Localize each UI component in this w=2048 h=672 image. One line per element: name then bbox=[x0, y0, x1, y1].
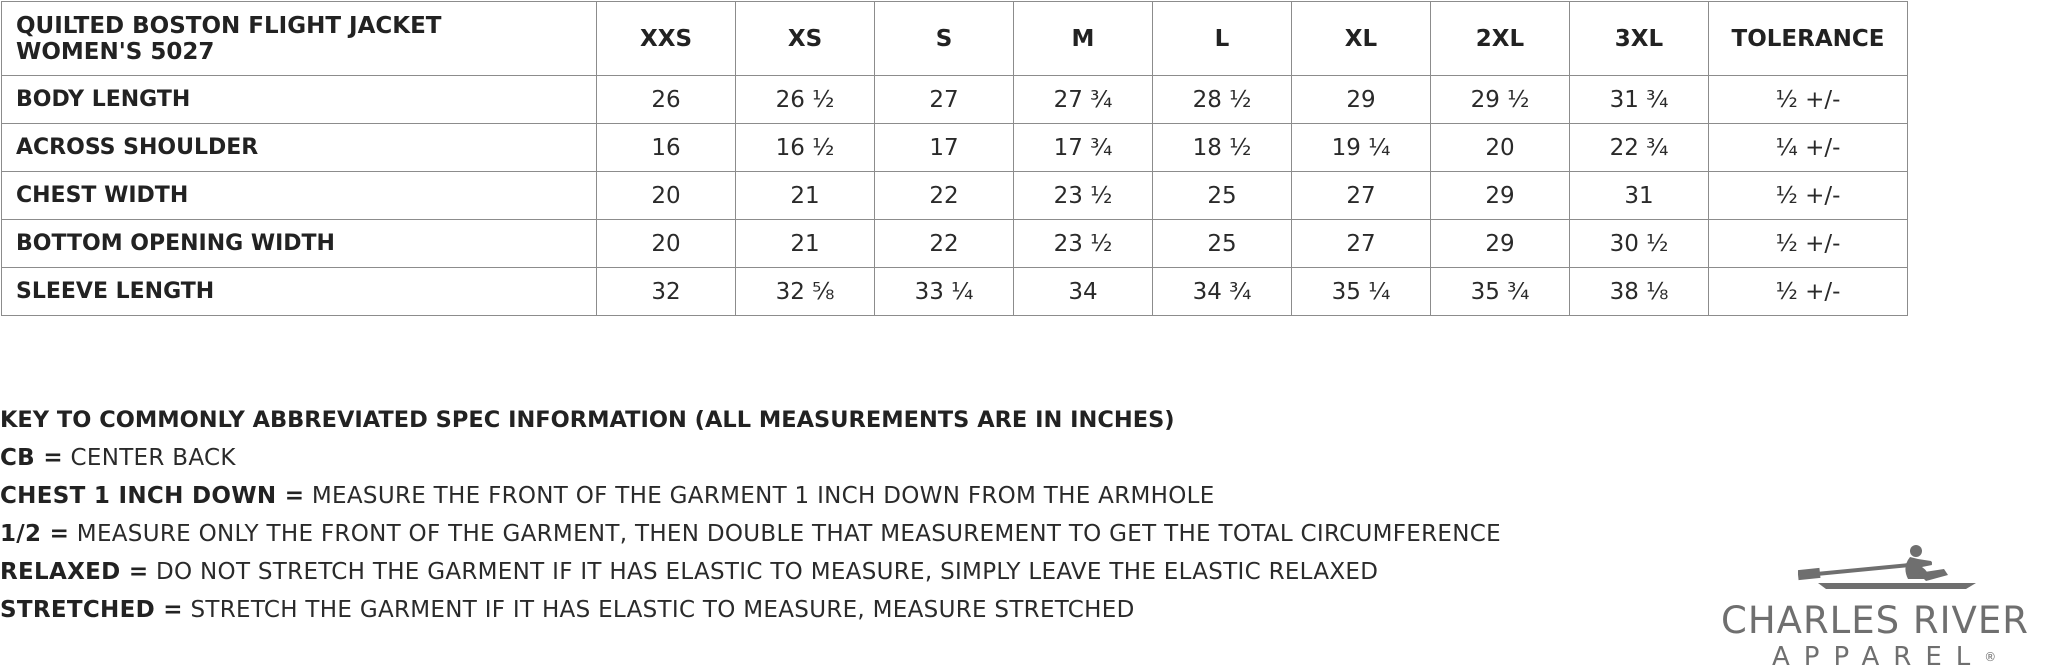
table-cell: 38 ⅛ bbox=[1570, 268, 1709, 316]
table-cell: 29 ½ bbox=[1431, 76, 1570, 124]
table-row bbox=[2, 172, 1908, 220]
spec-key bbox=[0, 401, 1600, 629]
table-row bbox=[2, 220, 1908, 268]
table-cell: 16 ½ bbox=[736, 124, 875, 172]
table-cell: 20 bbox=[597, 172, 736, 220]
key-list bbox=[0, 439, 1600, 629]
row-label: SLEEVE LENGTH bbox=[2, 268, 597, 316]
table-cell: 27 bbox=[1292, 172, 1431, 220]
column-header-l: L bbox=[1153, 2, 1292, 76]
table-cell: 22 bbox=[875, 172, 1014, 220]
table-cell: 32 ⅝ bbox=[736, 268, 875, 316]
table-cell: 29 bbox=[1292, 76, 1431, 124]
key-item bbox=[0, 553, 1600, 591]
table-cell: ½ +/- bbox=[1709, 268, 1908, 316]
table-cell: 35 ¾ bbox=[1431, 268, 1570, 316]
table-cell: 29 bbox=[1431, 220, 1570, 268]
registered-mark: ® bbox=[1984, 650, 1997, 664]
table-body bbox=[2, 76, 1908, 316]
table-cell: 31 bbox=[1570, 172, 1709, 220]
logo-subtitle bbox=[1772, 643, 1996, 671]
table-cell: 20 bbox=[1431, 124, 1570, 172]
table-row bbox=[2, 124, 1908, 172]
brand-logo bbox=[1718, 545, 2048, 670]
key-definition: STRETCH THE GARMENT IF IT HAS ELASTIC TO MEASURE, MEASURE STRETCHED bbox=[182, 597, 1135, 623]
table-cell: ½ +/- bbox=[1709, 220, 1908, 268]
table-cell: 26 ½ bbox=[736, 76, 875, 124]
table-cell: 23 ½ bbox=[1014, 172, 1153, 220]
key-item bbox=[0, 439, 1600, 477]
table-cell: 17 bbox=[875, 124, 1014, 172]
table-header-row bbox=[2, 2, 1908, 76]
table-cell: 18 ½ bbox=[1153, 124, 1292, 172]
table-row bbox=[2, 76, 1908, 124]
table-cell: 27 bbox=[875, 76, 1014, 124]
table-cell: 17 ¾ bbox=[1014, 124, 1153, 172]
table-cell: 19 ¼ bbox=[1292, 124, 1431, 172]
row-label: ACROSS SHOULDER bbox=[2, 124, 597, 172]
key-definition: MEASURE ONLY THE FRONT OF THE GARMENT, THEN DOUBLE THAT MEASUREMENT TO GET THE TOTAL CIRCUMFERENCE bbox=[69, 521, 1501, 547]
row-label: BODY LENGTH bbox=[2, 76, 597, 124]
column-header-3xl: 3XL bbox=[1570, 2, 1709, 76]
table-cell: 34 bbox=[1014, 268, 1153, 316]
table-cell: 29 bbox=[1431, 172, 1570, 220]
table-cell: 32 bbox=[597, 268, 736, 316]
table-cell: 25 bbox=[1153, 172, 1292, 220]
table-title bbox=[2, 2, 597, 76]
table-cell: 35 ¼ bbox=[1292, 268, 1431, 316]
table-cell: 21 bbox=[736, 172, 875, 220]
table-row bbox=[2, 268, 1908, 316]
key-term: STRETCHED = bbox=[0, 597, 183, 623]
column-header-xxs: XXS bbox=[597, 2, 736, 76]
table-cell: ¼ +/- bbox=[1709, 124, 1908, 172]
table-cell: 30 ½ bbox=[1570, 220, 1709, 268]
size-spec-table bbox=[1, 1, 1908, 316]
key-definition: CENTER BACK bbox=[62, 445, 236, 471]
table-cell: 34 ¾ bbox=[1153, 268, 1292, 316]
table-cell: 16 bbox=[597, 124, 736, 172]
table-cell: 27 bbox=[1292, 220, 1431, 268]
table-cell: 26 bbox=[597, 76, 736, 124]
row-label: BOTTOM OPENING WIDTH bbox=[2, 220, 597, 268]
key-term: RELAXED = bbox=[0, 559, 149, 585]
key-definition: DO NOT STRETCH THE GARMENT IF IT HAS ELASTIC TO MEASURE, SIMPLY LEAVE THE ELASTIC RELAXED bbox=[148, 559, 1379, 585]
table-cell: 28 ½ bbox=[1153, 76, 1292, 124]
table-cell: ½ +/- bbox=[1709, 172, 1908, 220]
column-header-m: M bbox=[1014, 2, 1153, 76]
product-style: WOMEN'S 5027 bbox=[16, 38, 215, 65]
table-cell: 20 bbox=[597, 220, 736, 268]
column-header-s: S bbox=[875, 2, 1014, 76]
table-cell: 27 ¾ bbox=[1014, 76, 1153, 124]
rower-icon bbox=[1798, 545, 1978, 601]
column-header-2xl: 2XL bbox=[1431, 2, 1570, 76]
key-item bbox=[0, 515, 1600, 553]
table-cell: 21 bbox=[736, 220, 875, 268]
product-name: QUILTED BOSTON FLIGHT JACKET bbox=[16, 12, 442, 39]
key-term: CB = bbox=[0, 445, 63, 471]
table-cell: 33 ¼ bbox=[875, 268, 1014, 316]
key-term: CHEST 1 INCH DOWN = bbox=[0, 483, 305, 509]
logo-subtitle-text: APPAREL bbox=[1772, 642, 1985, 672]
table-cell: 23 ½ bbox=[1014, 220, 1153, 268]
key-item bbox=[0, 591, 1600, 629]
column-header-xl: XL bbox=[1292, 2, 1431, 76]
key-item bbox=[0, 477, 1600, 515]
table-cell: 22 ¾ bbox=[1570, 124, 1709, 172]
table-cell: 22 bbox=[875, 220, 1014, 268]
key-definition: MEASURE THE FRONT OF THE GARMENT 1 INCH DOWN FROM THE ARMHOLE bbox=[304, 483, 1215, 509]
table-cell: 31 ¾ bbox=[1570, 76, 1709, 124]
key-heading: KEY TO COMMONLY ABBREVIATED SPEC INFORMATION (ALL MEASUREMENTS ARE IN INCHES) bbox=[0, 407, 1175, 433]
column-header-xs: XS bbox=[736, 2, 875, 76]
table-cell: ½ +/- bbox=[1709, 76, 1908, 124]
table-cell: 25 bbox=[1153, 220, 1292, 268]
column-header-tolerance: TOLERANCE bbox=[1709, 2, 1908, 76]
logo-wordmark: CHARLES RIVER bbox=[1721, 599, 2029, 642]
row-label: CHEST WIDTH bbox=[2, 172, 597, 220]
key-term: 1/2 = bbox=[0, 521, 70, 547]
